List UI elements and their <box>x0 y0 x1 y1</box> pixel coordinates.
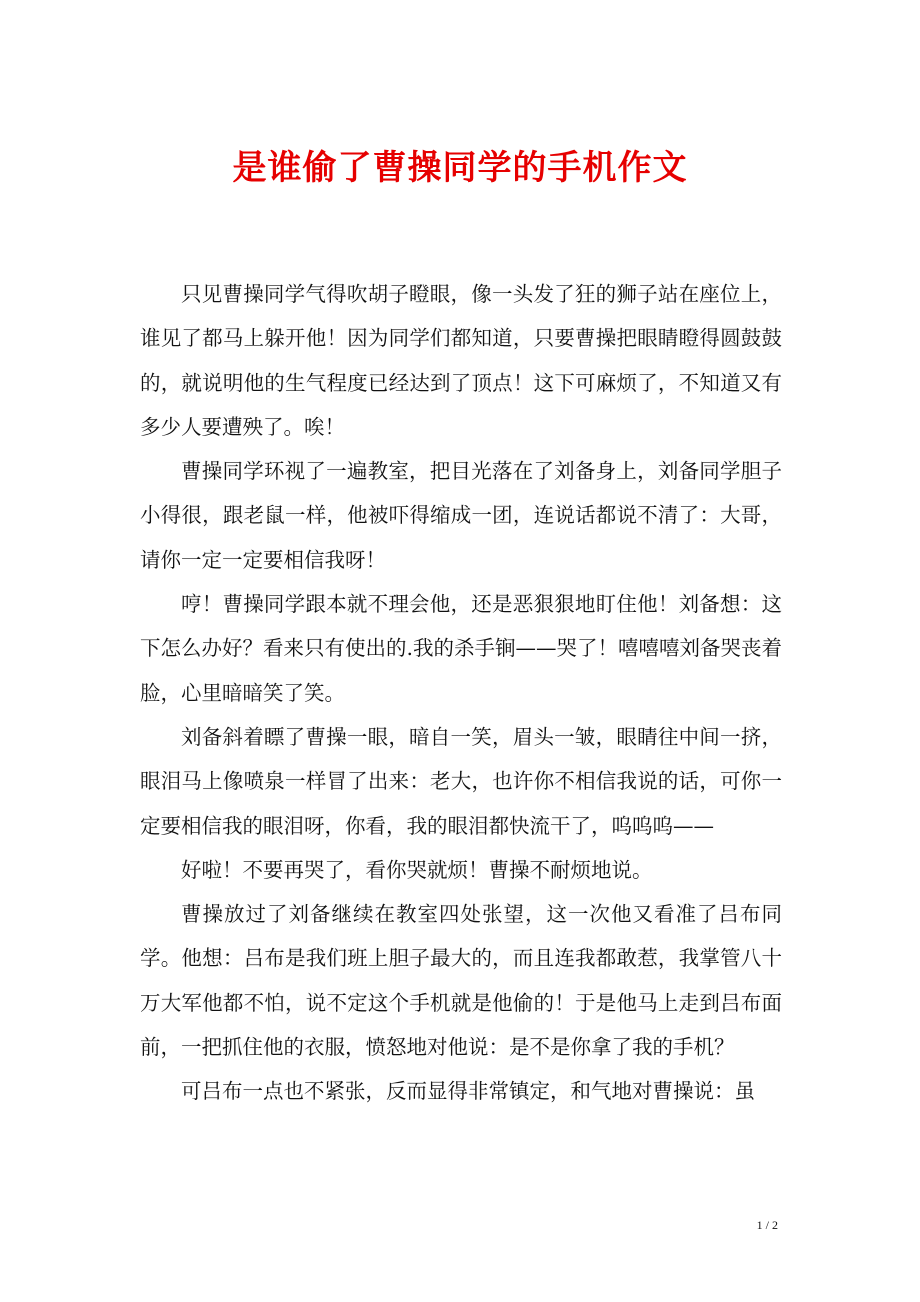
document-title: 是谁偷了曹操同学的手机作文 <box>232 148 688 188</box>
paragraph-2: 曹操同学环视了一遍教室，把目光落在了刘备身上，刘备同学胆子小得很，跟老鼠一样，他被吓得缩成一团，连说话都说不清了：大哥，请你一定一定要相信我呀！ <box>140 459 782 572</box>
document-body <box>140 272 782 1114</box>
page-number: 1 / 2 <box>756 1218 778 1232</box>
paragraph-4: 刘备斜着瞟了曹操一眼，暗自一笑，眉头一皱，眼睛往中间一挤，眼泪马上像喷泉一样冒了出来：老大，也许你不相信我说的话，可你一定要相信我的眼泪呀，你看，我的眼泪都快流干了，呜呜呜—— <box>140 724 782 838</box>
paragraph-6: 曹操放过了刘备继续在教室四处张望，这一次他又看准了吕布同学。他想：吕布是我们班上胆子最大的，而且连我都敢惹，我掌管八十万大军他都不怕，说不定这个手机就是他偷的！于是他马上走到吕布面前，一把抓住他的衣服，愤怒地对他说：是不是你拿了我的手机？ <box>140 902 782 1060</box>
paragraph-5: 好啦！不要再哭了，看你哭就烦！曹操不耐烦地说。 <box>181 857 653 882</box>
paragraph-1: 只见曹操同学气得吹胡子瞪眼，像一头发了狂的狮子站在座位上，谁见了都马上躲开他！因为同学们都知道，只要曹操把眼睛瞪得圆鼓鼓的，就说明他的生气程度已经达到了顶点！这下可麻烦了，不知道又有多少人要遭殃了。唉！ <box>140 282 782 439</box>
paragraph-3: 哼！曹操同学跟本就不理会他，还是恶狠狠地盯住他！刘备想：这下怎么办好？看来只有使出的.我的杀手锏——哭了！嘻嘻嘻刘备哭丧着脸，心里暗暗笑了笑。 <box>140 592 783 705</box>
paragraph-7: 可吕布一点也不紧张，反而显得非常镇定，和气地对曹操说：虽 <box>181 1079 755 1104</box>
